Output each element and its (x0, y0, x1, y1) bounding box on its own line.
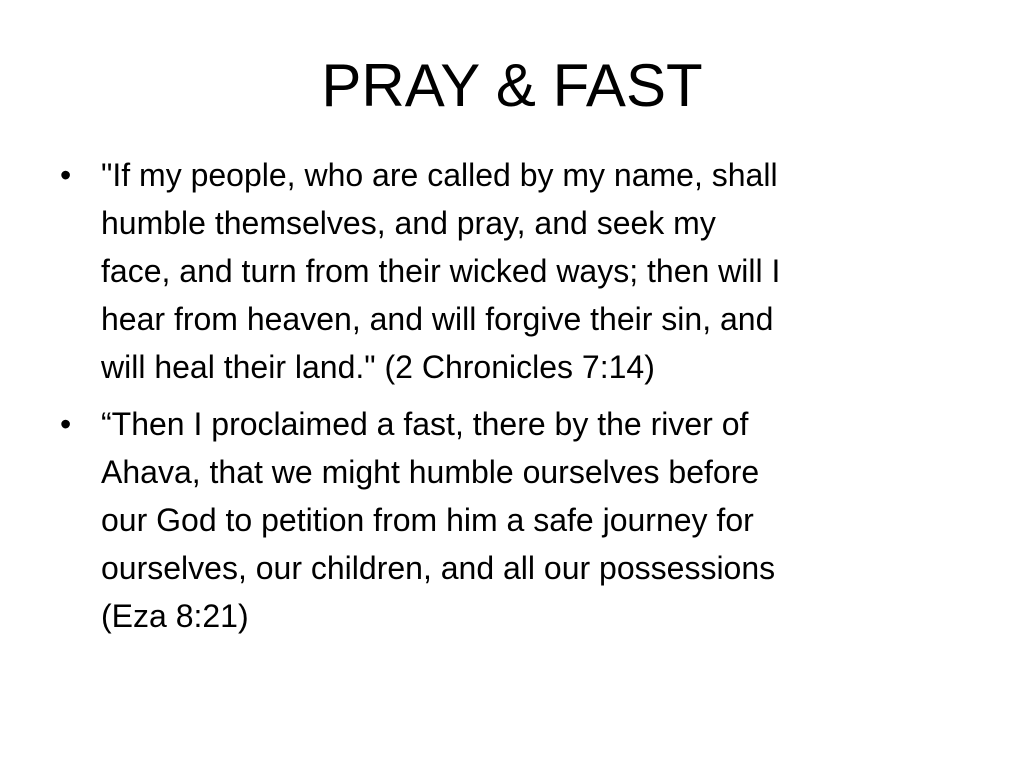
bullet-dot: • (60, 157, 72, 193)
bullet-dot: • (60, 406, 72, 442)
bullet-item (60, 400, 960, 640)
slide-title: PRAY & FAST (321, 52, 703, 119)
bullet-text: “Then I proclaimed a fast, there by the river of Ahava, that we might humble ourselves before our God to petition from him a safe journey for ourselves, our children, and all our possessions (Eza 8:21) (101, 406, 776, 634)
bullet-list (60, 151, 960, 649)
bullet-text: "If my people, who are called by my name, shall humble themselves, and pray, and seek my face, and turn from their wicked ways; then will I hear from heaven, and will forgive their sin, and will heal their land." (2 Chronicles 7:14) (101, 157, 781, 385)
bullet-item (60, 151, 960, 391)
